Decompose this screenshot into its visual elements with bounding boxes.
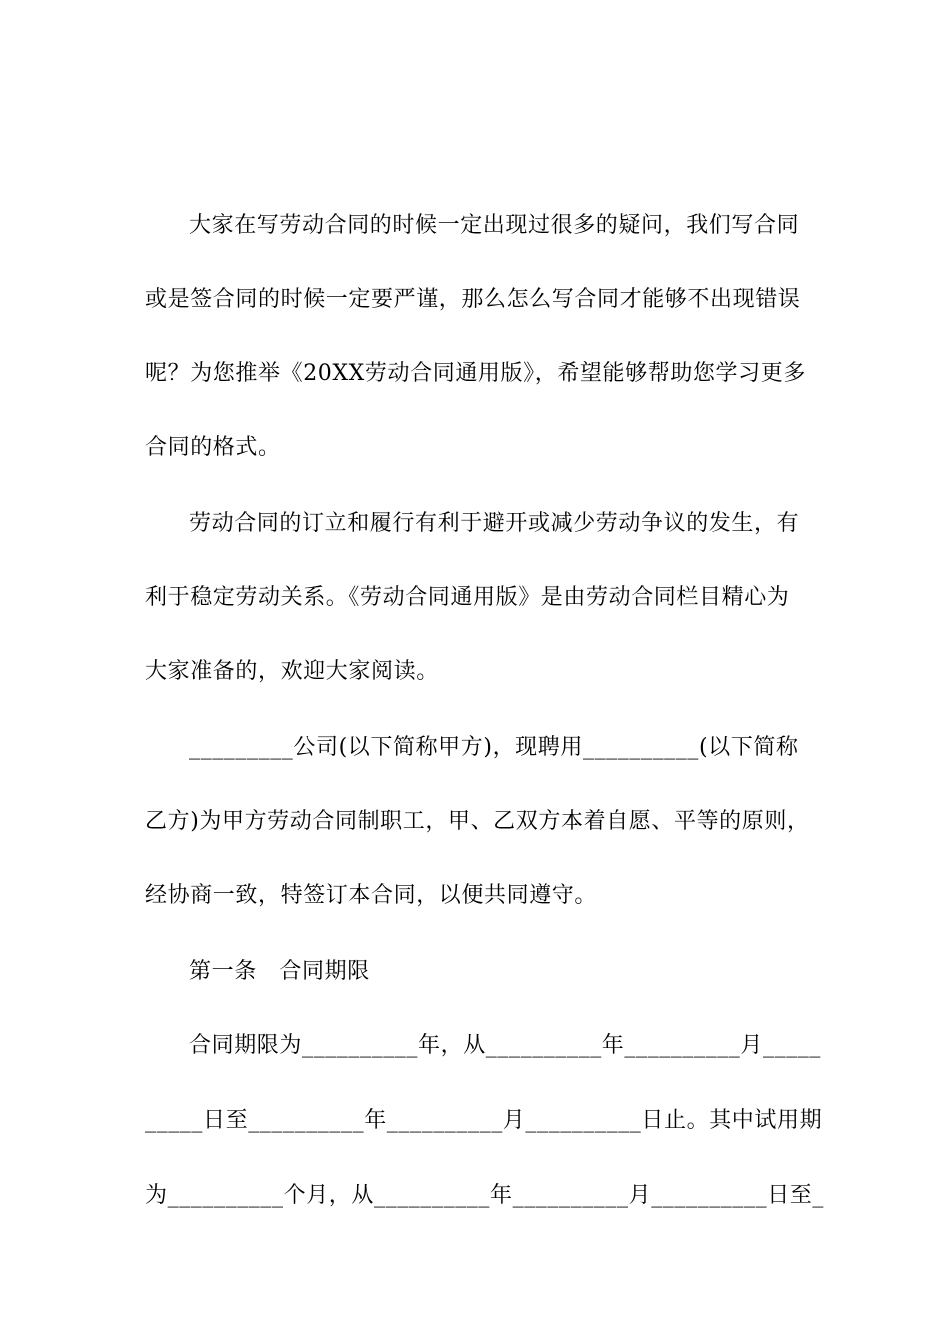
paragraph-line: 合同的格式。 <box>145 435 281 460</box>
paragraph-line: 劳动合同的订立和履行有利于避开或减少劳动争议的发生，有 <box>189 511 800 536</box>
paragraph-line: _________公司(以下简称甲方)，现聘用__________(以下简称 <box>189 735 799 760</box>
paragraph-line: 为__________个月，从__________年__________月__________日至_ <box>145 1183 825 1208</box>
paragraph-line: 合同期限为__________年，从__________年__________月_____ <box>189 1033 822 1058</box>
paragraph-line: 或是签合同的时候一定要严谨，那么怎么写合同才能够不出现错误 <box>145 287 801 312</box>
paragraph-line: 利于稳定劳动关系。《劳动合同通用版》是由劳动合同栏目精心为 <box>145 585 790 610</box>
paragraph-line: 大家准备的，欢迎大家阅读。 <box>145 659 439 684</box>
paragraph-line: _____日至__________年__________月__________日止。其中试用期 <box>145 1108 823 1133</box>
paragraph-line: 呢？为您推举《20XX劳动合同通用版》，希望能够帮助您学习更多 <box>145 361 806 386</box>
section-heading: 第一条 合同期限 <box>189 959 370 984</box>
paragraph-line: 经协商一致，特签订本合同，以便共同遵守。 <box>145 883 598 908</box>
paragraph-line: 乙方)为甲方劳动合同制职工，甲、乙双方本着自愿、平等的原则， <box>145 809 810 834</box>
paragraph-line: 大家在写劳动合同的时候一定出现过很多的疑问，我们写合同 <box>189 213 800 238</box>
